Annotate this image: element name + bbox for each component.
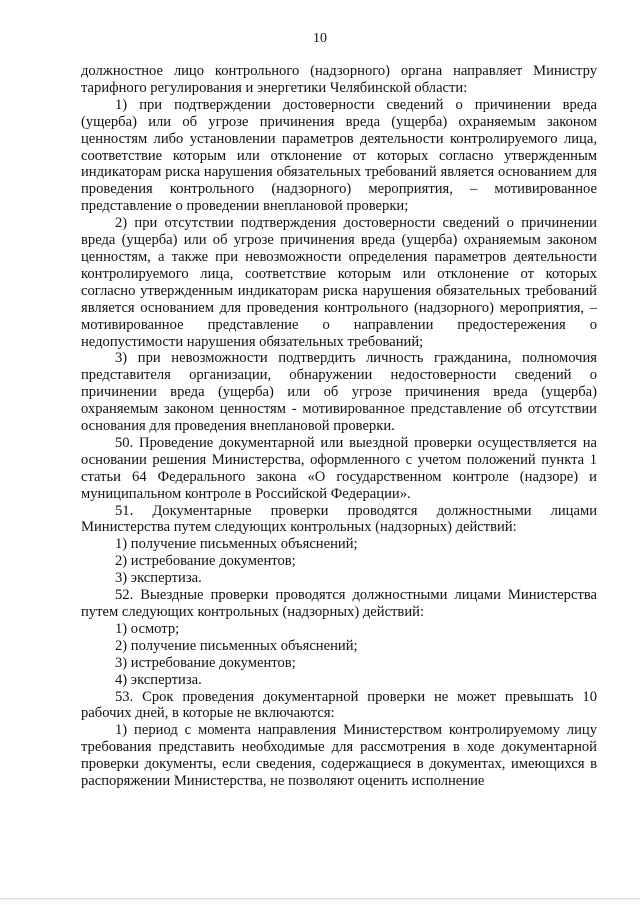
paragraph-clause-50: 50. Проведение документарной или выездной проверки осуществляется на основании решения Министерства, оформленного с учетом положений пункта 1 статьи 64 Федерального закона «О государственном контроле (надзоре) и муниципальном контроле в Российской Федерации». [81, 434, 597, 502]
scan-bottom-edge [0, 898, 640, 905]
list-item: 1) получение письменных объяснений; [115, 536, 358, 553]
paragraph-item-3: 3) при невозможности подтвердить личность гражданина, полномочия представителя организации, обнаружении недостоверности сведений о причинении вреда (ущерба) или об угрозе причинения вреда (ущерба) охраняемым законом ценностям - мотивированное представление об отсутствии основания для проведения внеплановой проверки. [81, 350, 597, 435]
paragraph-item-1: 1) при подтверждении достоверности сведений о причинении вреда (ущерба) или об угрозе причинения вреда (ущерба) охраняемым законом ценностям либо установлении параметров деятельности контролируемого лица, соответствие которым или отклонение от которых согласно утвержденным индикаторам риска нарушения обязательных требований является основанием для проведения контрольного (надзорного) мероприятия, – мотивированное представление о проведении внеплановой проверки; [81, 96, 597, 215]
list-item: 4) экспертиза. [115, 671, 202, 688]
paragraph-item-period: 1) период с момента направления Министерством контролируемому лицу требования представить необходимые для рассмотрения в ходе документарной проверки документы, если сведения, содержащиеся в документах, имеющихся в распоряжении Министерства, не позволяют оценить исполнение [81, 722, 597, 790]
paragraph-clause-52: 52. Выездные проверки проводятся должностными лицами Министерства путем следующих контрольных (надзорных) действий: [81, 587, 597, 620]
list-item: 2) получение письменных объяснений; [115, 637, 358, 654]
page-number: 10 [313, 31, 327, 46]
paragraph-continuation: должностное лицо контрольного (надзорного) органа направляет Министру тарифного регулирования и энергетики Челябинской области: [81, 63, 597, 96]
list-item: 1) осмотр; [115, 620, 180, 637]
list-item: 3) экспертиза. [115, 570, 202, 587]
list-item: 3) истребование документов; [115, 654, 296, 671]
paragraph-clause-53: 53. Срок проведения документарной проверки не может превышать 10 рабочих дней, в которые не включаются: [81, 688, 597, 722]
list-item: 2) истребование документов; [115, 553, 296, 570]
document-body [81, 63, 597, 790]
paragraph-clause-51: 51. Документарные проверки проводятся должностными лицами Министерства путем следующих контрольных (надзорных) действий: [81, 502, 597, 536]
paragraph-item-2: 2) при отсутствии подтверждения достоверности сведений о причинении вреда (ущерба) или об угрозе причинения вреда (ущерба) охраняемым законом ценностям, а также при невозможности определения параметров деятельности контролируемого лица, соответствие которым или отклонение от которых согласно утвержденным индикаторам риска нарушения обязательных требований является основанием для проведения контрольного (надзорного) мероприятия, – мотивированное представление о направлении предостережения о недопустимости нарушения обязательных требований; [81, 215, 597, 350]
